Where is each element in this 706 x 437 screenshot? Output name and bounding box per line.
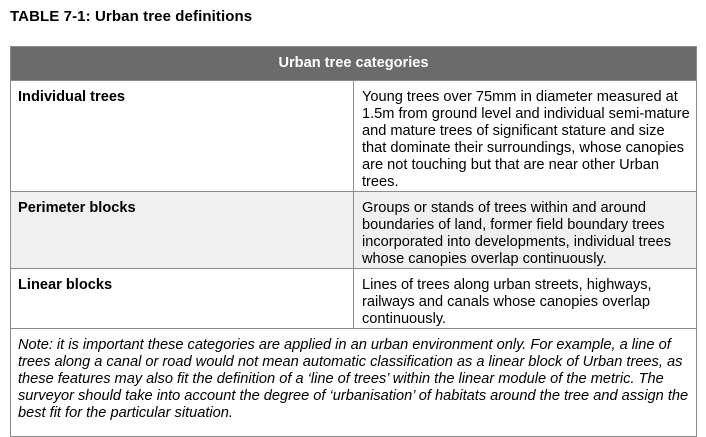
table-caption: TABLE 7-1: Urban tree definitions — [10, 8, 253, 25]
term-linear-blocks: Linear blocks — [11, 269, 354, 329]
table-row — [11, 81, 697, 192]
urban-tree-definitions-table — [10, 46, 697, 437]
table-row — [11, 192, 697, 269]
definition-linear-blocks: Lines of trees along urban streets, highways, railways and canals whose canopies overlap continuously. — [354, 269, 697, 329]
definition-individual-trees: Young trees over 75mm in diameter measured at 1.5m from ground level and individual semi-mature and mature trees of significant stature and size that dominate their surroundings, whose canopies are not touching but that are near other Urban trees. — [354, 81, 697, 192]
term-individual-trees: Individual trees — [11, 81, 354, 192]
definition-perimeter-blocks: Groups or stands of trees within and around boundaries of land, former field boundary trees incorporated into developments, individual trees whose canopies overlap continuously. — [354, 192, 697, 269]
term-perimeter-blocks: Perimeter blocks — [11, 192, 354, 269]
table-header-row — [11, 47, 697, 81]
table-note: Note: it is important these categories are applied in an urban environment only. For example, a line of trees along a canal or road would not mean automatic classification as a linear block of Urban trees, as these features may also fit the definition of a ‘line of trees’ within the linear module of the metric. The surveyor should take into account the degree of ‘urbanisation’ of habitats around the tree and assign the best fit for the particular situation. — [11, 329, 697, 437]
note-row — [11, 329, 697, 437]
table-header: Urban tree categories — [11, 47, 697, 81]
table-row — [11, 269, 697, 329]
